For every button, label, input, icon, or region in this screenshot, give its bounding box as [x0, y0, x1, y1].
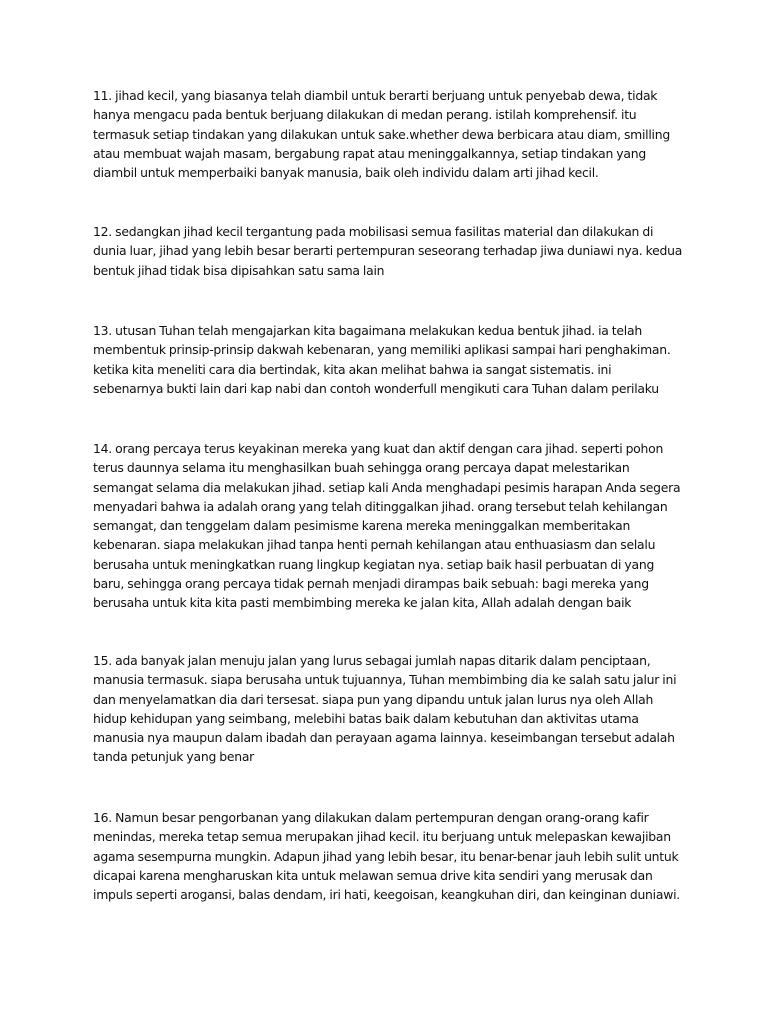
paragraph-12: 12. sedangkan jihad kecil tergantung pada mobilisasi semua fasilitas material dan dilakukan di dunia luar, jihad yang lebih besar berarti pertempuran seseorang terhadap jiwa duniawi nya. kedua bentuk jihad tidak bisa dipisahkan satu sama lain [93, 224, 683, 278]
paragraph-13: 13. utusan Tuhan telah mengajarkan kita bagaimana melakukan kedua bentuk jihad. ia telah membentuk prinsip-prinsip dakwah kebenaran, yang memiliki aplikasi sampai hari penghakiman. ketika kita meneliti cara dia bertindak, kita akan melihat bahwa ia sangat sistematis. ini sebenarnya bukti lain dari kap nabi dan contoh wonderfull mengikuti cara Tuhan dalam perilaku [93, 323, 671, 396]
paragraph-15: 15. ada banyak jalan menuju jalan yang lurus sebagai jumlah napas ditarik dalam penciptaan, manusia termasuk. siapa berusaha untuk tujuannya, Tuhan membimbing dia ke salah satu jalur ini dan menyelamatkan dia dari tersesat. siapa pun yang dipandu untuk jalan lurus nya oleh Allah hidup kehidupan yang seimbang, melebihi batas baik dalam kebutuhan dan aktivitas utama manusia nya maupun dalam ibadah dan perayaan agama lainnya. keseimbangan tersebut adalah tanda petunjuk yang benar [93, 653, 677, 765]
paragraph-11: 11. jihad kecil, yang biasanya telah diambil untuk berarti berjuang untuk penyebab dewa, tidak hanya mengacu pada bentuk berjuang dilakukan di medan perang. istilah komprehensif. itu termasuk setiap tindakan yang dilakukan untuk sake.whether dewa berbicara atau diam, smilling atau membuat wajah masam, bergabung rapat atau meninggalkannya, setiap tindakan yang diambil untuk memperbaiki banyak manusia, baik oleh individu dalam arti jihad kecil. [93, 88, 670, 181]
paragraph-14: 14. orang percaya terus keyakinan mereka yang kuat dan aktif dengan cara jihad. seperti pohon terus daunnya selama itu menghasilkan buah sehingga orang percaya dapat melestarikan semangat selama dia melakukan jihad. setiap kali Anda menghadapi pesimis harapan Anda segera menyadari bahwa ia adalah orang yang telah ditinggalkan jihad. orang tersebut telah kehilangan semangat, dan tenggelam dalam pesimisme karena mereka meninggalkan memberitakan kebenaran. siapa melakukan jihad tanpa henti pernah kehilangan atau enthuasiasm dan selalu berusaha untuk meningkatkan ruang lingkup kegiatan nya. setiap baik hasil perbuatan di yang baru, sehingga orang percaya tidak pernah menjadi dirampas baik sebuah: bagi mereka yang berusaha untuk kita kita pasti membimbing mereka ke jalan kita, Allah adalah dengan baik [93, 441, 681, 611]
paragraph-16: 16. Namun besar pengorbanan yang dilakukan dalam pertempuran dengan orang-orang kafir menindas, mereka tetap semua merupakan jihad kecil. itu berjuang untuk melepaskan kewajiban agama sesempurna mungkin. Adapun jihad yang lebih besar, itu benar-benar jauh lebih sulit untuk dicapai karena mengharuskan kita untuk melawan semua drive kita sendiri yang merusak dan impuls seperti arogansi, balas dendam, iri hati, keegoisan, keangkuhan diri, dan keinginan duniawi. [93, 810, 680, 903]
